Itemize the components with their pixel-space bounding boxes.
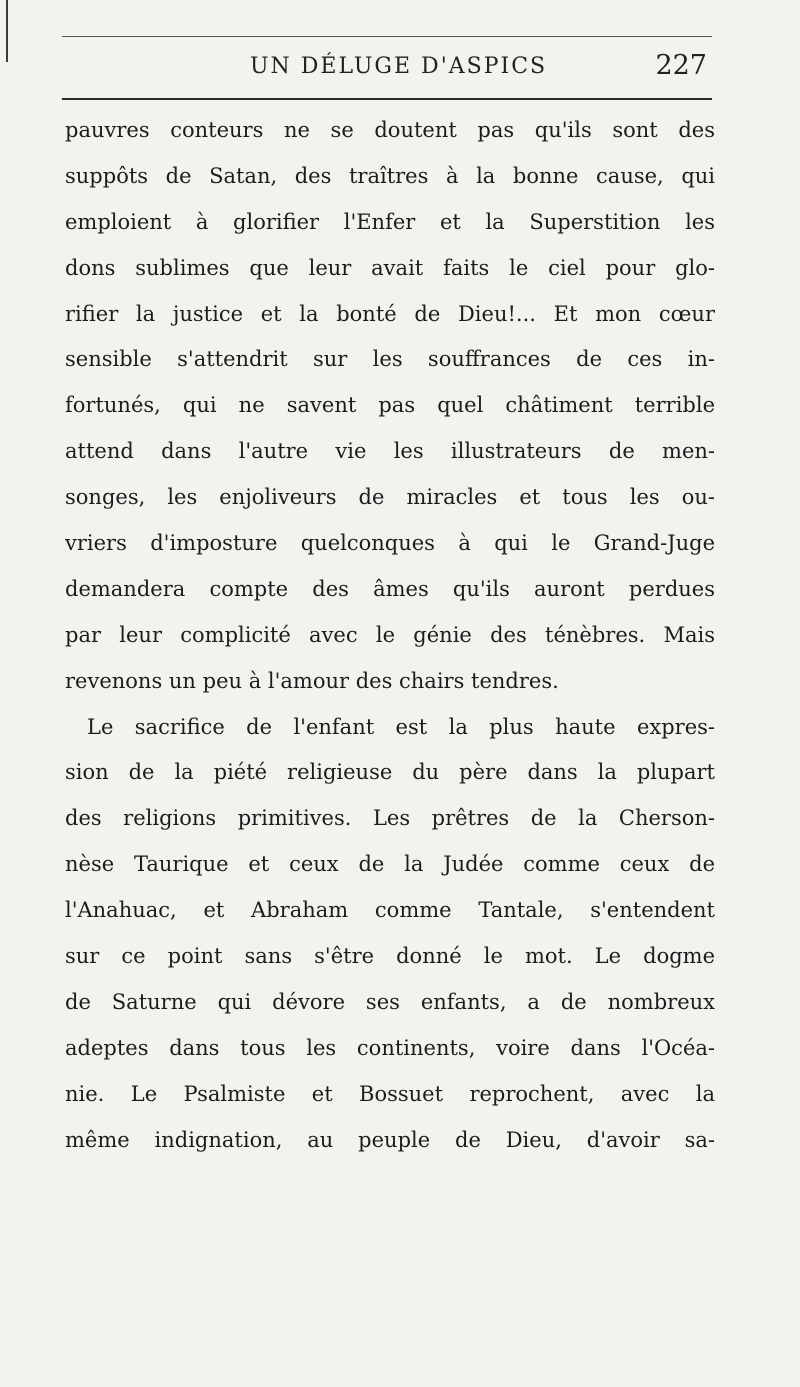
text-line: revenons un peu à l'amour des chairs tendres.	[65, 668, 559, 693]
page-number: 227	[655, 50, 707, 81]
text-line: demandera compte des âmes qu'ils auront perdues	[65, 576, 715, 601]
text-line: sion de la piété religieuse du père dans la plupart	[65, 760, 715, 785]
text-line: attend dans l'autre vie les illustrateurs de men-	[65, 439, 715, 464]
text-line: fortunés, qui ne savent pas quel châtiment terrible	[65, 393, 715, 418]
text-line: dons sublimes que leur avait faits le ciel pour glo-	[65, 255, 715, 280]
text-line: des religions primitives. Les prêtres de la Cherson-	[65, 806, 715, 831]
text-line: nèse Taurique et ceux de la Judée comme ceux de	[65, 852, 715, 877]
text-line: rifier la justice et la bonté de Dieu!... Et mon cœur	[65, 301, 715, 326]
text-line: même indignation, au peuple de Dieu, d'avoir sa-	[65, 1127, 715, 1152]
text-line: vriers d'imposture quelconques à qui le Grand-Juge	[65, 531, 715, 556]
text-line: nie. Le Psalmiste et Bossuet reprochent, avec la	[65, 1081, 715, 1106]
header-rule-top	[62, 36, 712, 37]
text-line: adeptes dans tous les continents, voire dans l'Océa-	[65, 1035, 715, 1060]
text-line: Le sacrifice de l'enfant est la plus haute expres-	[87, 714, 715, 739]
text-line: de Saturne qui dévore ses enfants, a de nombreux	[65, 989, 715, 1014]
text-line: pauvres conteurs ne se doutent pas qu'ils sont des	[65, 118, 715, 142]
text-line: sur ce point sans s'être donné le mot. Le dogme	[65, 944, 715, 969]
body-text	[65, 108, 715, 1163]
text-line: par leur complicité avec le génie des ténèbres. Mais	[65, 622, 715, 647]
text-line: suppôts de Satan, des traîtres à la bonne cause, qui	[65, 163, 715, 188]
text-line: sensible s'attendrit sur les souffrances de ces in-	[65, 347, 715, 372]
text-line: l'Anahuac, et Abraham comme Tantale, s'entendent	[65, 898, 715, 923]
text-line: emploient à glorifier l'Enfer et la Superstition les	[65, 209, 715, 234]
running-title: UN DÉLUGE D'ASPICS	[250, 54, 548, 79]
text-line: songes, les enjoliveurs de miracles et tous les ou-	[65, 485, 715, 510]
page-edge	[6, 0, 8, 62]
header-rule-bottom	[62, 98, 712, 100]
